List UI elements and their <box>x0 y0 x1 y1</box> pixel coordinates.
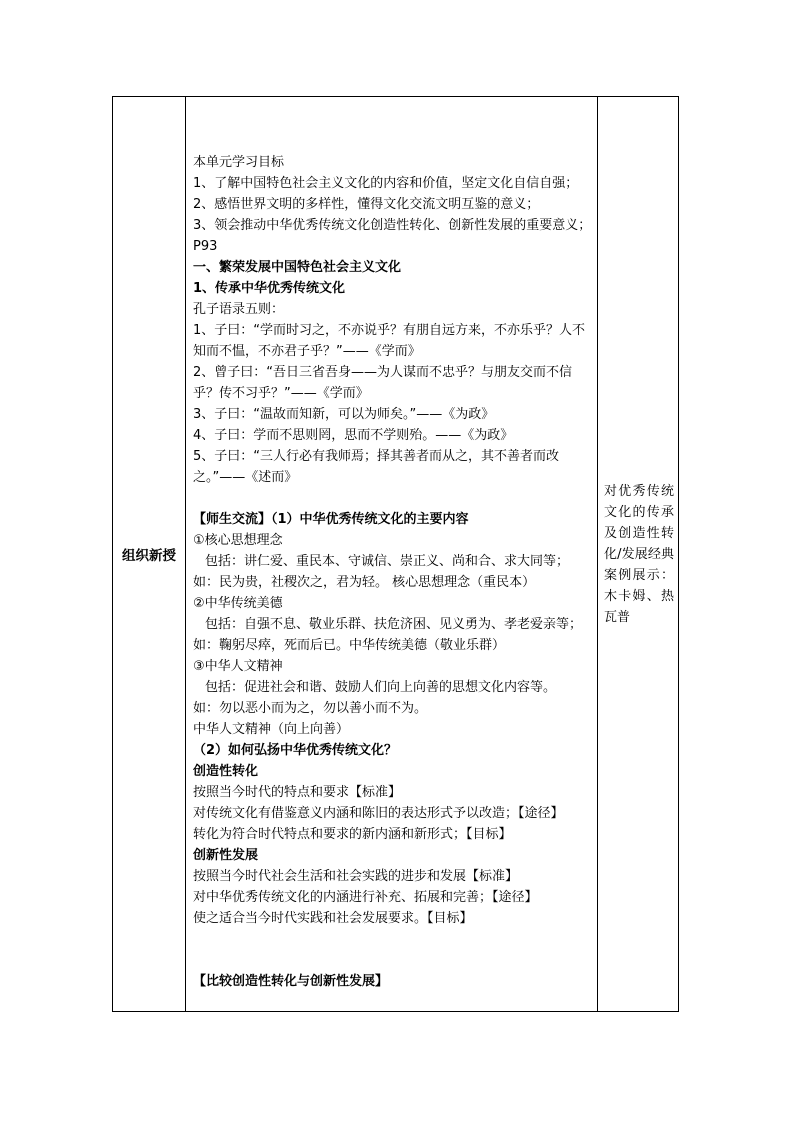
quote-item: 4、子曰：学而不思则罔，思而不学则殆。——《为政》 <box>193 428 514 443</box>
item-heading: ②中华传统美德 <box>193 596 283 611</box>
goal-item: 3、领会推动中华优秀传统文化创造性转化、创新性发展的重要意义； P93 <box>193 218 592 254</box>
item-content: 包括：促进社会和谐、鼓励人们向上向善的思想文化内容等。 <box>205 680 557 695</box>
content-body <box>186 116 597 992</box>
content-cell <box>186 97 598 1012</box>
goal-item: 2、感悟世界文明的多样性，懂得文化交流文明互鉴的意义； <box>193 197 540 212</box>
transform-line: 对传统文化有借鉴意义内涵和陈旧的表达形式予以改造；【途径】 <box>193 806 564 821</box>
transform-heading: 创造性转化 <box>193 764 259 779</box>
develop-line: 使之适合当今时代实践和社会发展要求。【目标】 <box>193 911 473 926</box>
transform-line: 转化为符合时代特点和要求的新内涵和新形式；【目标】 <box>193 827 512 842</box>
lesson-table <box>112 96 679 1012</box>
item-example: 如：勿以恶小而为之，勿以善小而不为。 <box>193 701 428 716</box>
spacer <box>193 488 593 509</box>
quote-item: 2、曾子曰：“吾日三省吾身——为人谋而不忠乎？与朋友交而不信乎？传不习乎？”——《学而》 <box>193 365 573 401</box>
quote-item: 3、子曰：“温故而知新，可以为师矣。”——《为政》 <box>193 407 495 422</box>
develop-line: 对中华优秀传统文化的内涵进行补充、拓展和完善；【途径】 <box>193 890 538 905</box>
item-heading: ①核心思想理念 <box>193 533 283 548</box>
spacer <box>193 929 593 971</box>
stage-label-cell <box>113 97 186 1012</box>
section-heading: 一、繁荣发展中国特色社会主义文化 <box>193 260 402 275</box>
item-example: 如：鞠躬尽瘁，死而后已。中华传统美德（敬业乐群） <box>193 638 506 653</box>
item-heading: ③中华人文精神 <box>193 659 283 674</box>
develop-line: 按照当今时代社会生活和社会实践的进步和发展【标准】 <box>193 869 519 884</box>
table-row <box>113 97 679 1012</box>
goals-heading: 本单元学习目标 <box>193 155 285 170</box>
quotes-title: 孔子语录五则： <box>193 302 285 317</box>
item-content: 包括：自强不息、敬业乐群、扶危济困、见义勇为、孝老爱亲等； <box>205 617 583 632</box>
goal-item: 1、了解中国特色社会主义文化的内容和价值，坚定文化自信自强； <box>193 176 579 191</box>
side-note-cell <box>598 97 679 1012</box>
item-example: 如：民为贵，社稷次之，君为轻。 核心思想理念（重民本） <box>193 575 536 590</box>
stage-label: 组织新授 <box>122 548 176 564</box>
item-content: 包括：讲仁爱、重民本、守诚信、崇正义、尚和合、求大同等； <box>205 554 570 569</box>
side-note: 对优秀传统文化的传承及创造性转化/发展经典案例展示：木卡姆、热瓦普 <box>604 483 674 625</box>
develop-heading: 创新性发展 <box>193 848 259 863</box>
transform-line: 按照当今时代的特点和要求【标准】 <box>193 785 402 800</box>
item-note: 中华人文精神（向上向善） <box>193 722 350 737</box>
question-heading: （2）如何弘扬中华优秀传统文化？ <box>193 743 398 758</box>
quote-item: 1、子曰：“学而时习之，不亦说乎？有朋自远方来，不亦乐乎？人不知而不愠，不亦君子乎？”——《学而》 <box>193 323 586 359</box>
quote-item: 5、子曰：“三人行必有我师焉；择其善者而从之，其不善者而改之。”——《述而》 <box>193 449 560 485</box>
subsection-heading: 1、传承中华优秀传统文化 <box>193 281 346 296</box>
compare-heading: 【比较创造性转化与创新性发展】 <box>193 974 389 989</box>
exchange-heading: 【师生交流】（1）中华优秀传统文化的主要内容 <box>193 512 469 527</box>
